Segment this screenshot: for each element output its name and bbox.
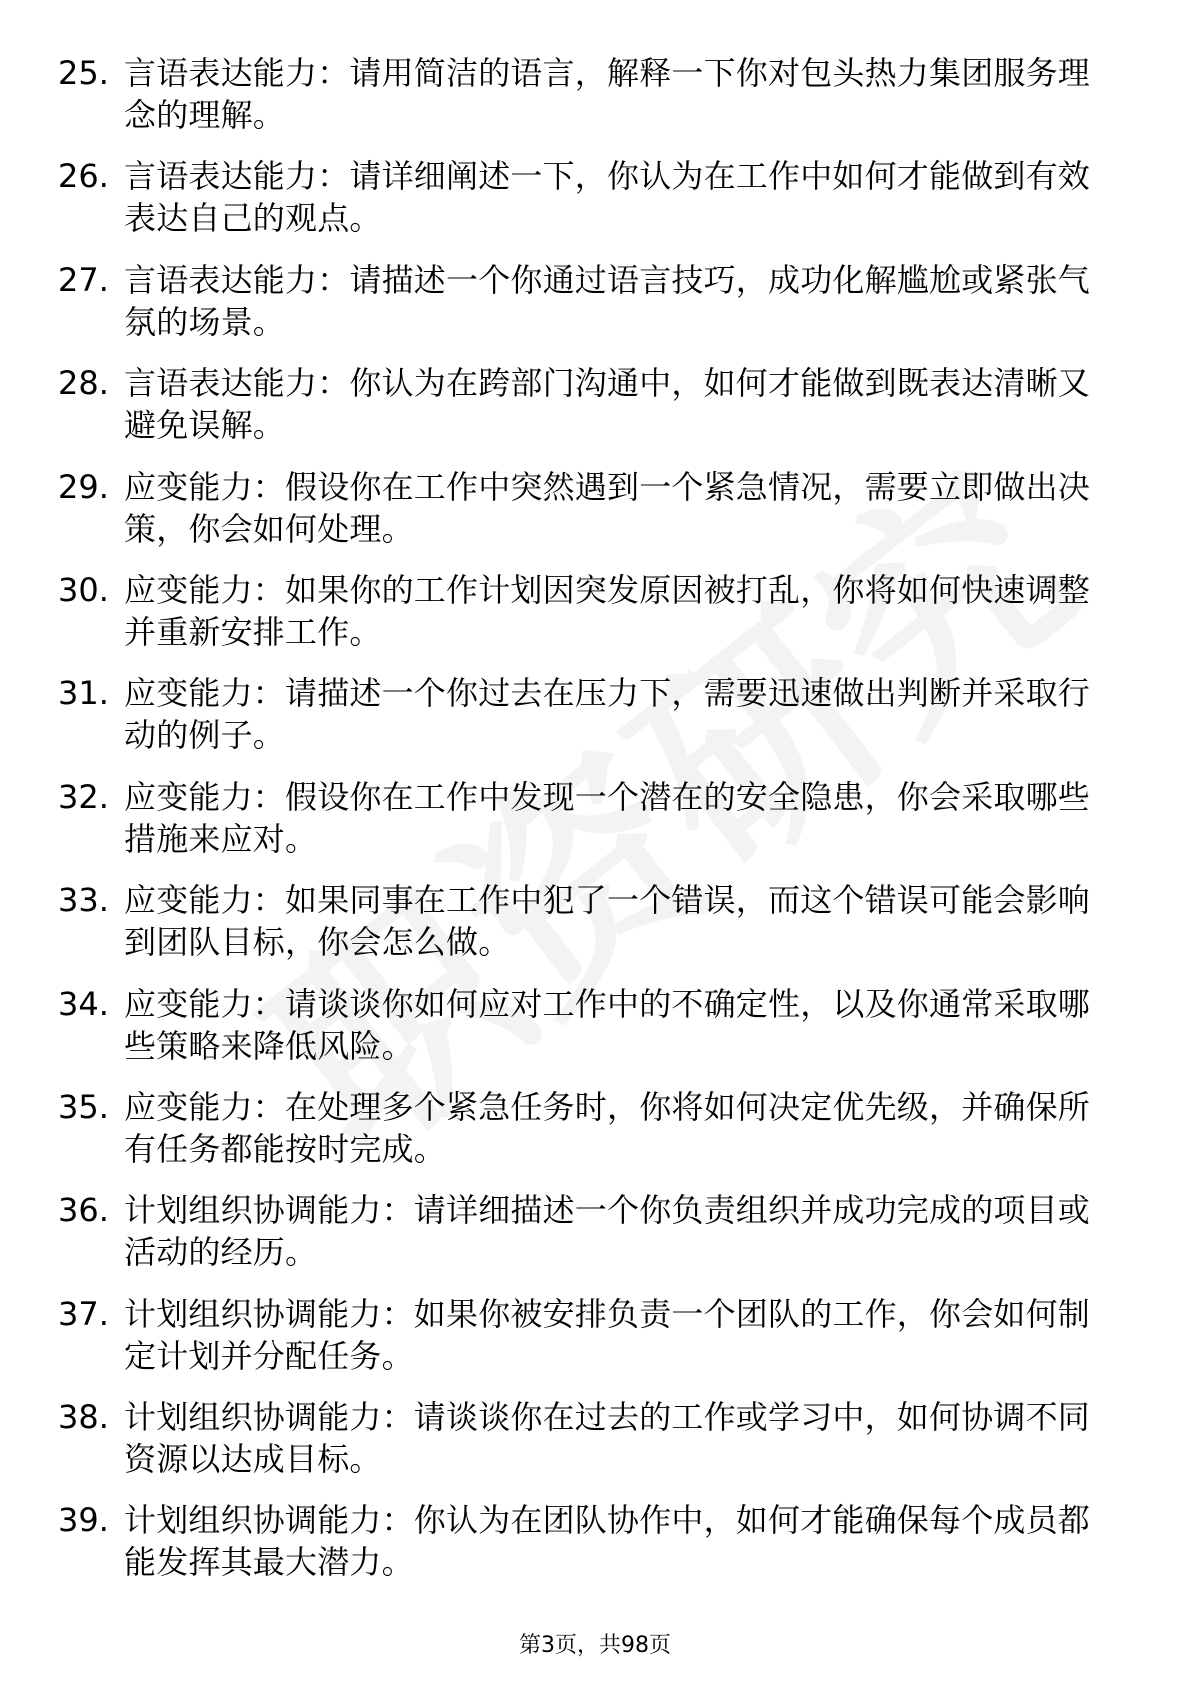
question-text: 言语表达能力：请用简洁的语言，解释一下你对包头热力集团服务理念的理解。 <box>124 54 1091 134</box>
question-item <box>58 1189 1098 1292</box>
question-number: 32. <box>58 777 109 816</box>
question-number: 27. <box>58 260 109 299</box>
question-item <box>58 879 1098 982</box>
question-text: 应变能力：如果同事在工作中犯了一个错误，而这个错误可能会影响到团队目标，你会怎么做。 <box>124 881 1091 962</box>
question-item <box>58 1293 1098 1396</box>
question-number: 33. <box>58 881 109 920</box>
question-item <box>58 1086 1098 1189</box>
question-number: 25. <box>58 54 109 92</box>
question-item <box>58 1396 1098 1499</box>
question-text: 计划组织协调能力：请详细描述一个你负责组织并成功完成的项目或活动的经历。 <box>124 1191 1091 1272</box>
question-list <box>58 52 1098 1603</box>
question-number: 38. <box>58 1398 109 1437</box>
question-number: 36. <box>58 1191 109 1230</box>
question-number: 31. <box>58 674 109 713</box>
page-number-footer: 第3页，共98页 <box>519 1633 671 1658</box>
question-item <box>58 155 1098 258</box>
question-text: 计划组织协调能力：如果你被安排负责一个团队的工作，你会如何制定计划并分配任务。 <box>124 1294 1091 1375</box>
question-text: 应变能力：在处理多个紧急任务时，你将如何决定优先级，并确保所有任务都能按时完成。 <box>124 1087 1091 1168</box>
question-number: 26. <box>58 157 109 196</box>
question-text: 计划组织协调能力：请谈谈你在过去的工作或学习中，如何协调不同资源以达成目标。 <box>124 1398 1091 1479</box>
question-text: 应变能力：请谈谈你如何应对工作中的不确定性，以及你通常采取哪些策略来降低风险。 <box>124 984 1091 1065</box>
question-item <box>58 1499 1098 1602</box>
question-text: 计划组织协调能力：你认为在团队协作中，如何才能确保每个成员都能发挥其最大潜力。 <box>124 1501 1091 1582</box>
question-item <box>58 362 1098 465</box>
question-number: 28. <box>58 364 109 403</box>
question-item <box>58 466 1098 569</box>
question-text: 应变能力：如果你的工作计划因突发原因被打乱，你将如何快速调整并重新安排工作。 <box>124 570 1091 651</box>
question-item <box>58 672 1098 775</box>
question-text: 应变能力：假设你在工作中突然遇到一个紧急情况，需要立即做出决策，你会如何处理。 <box>124 467 1091 548</box>
question-number: 34. <box>58 984 109 1023</box>
question-item <box>58 983 1098 1086</box>
question-number: 37. <box>58 1294 109 1333</box>
question-item <box>58 52 1098 155</box>
question-text: 言语表达能力：请详细阐述一下，你认为在工作中如何才能做到有效表达自己的观点。 <box>124 157 1091 238</box>
question-text: 言语表达能力：你认为在跨部门沟通中，如何才能做到既表达清晰又避免误解。 <box>124 364 1091 445</box>
question-item <box>58 259 1098 362</box>
question-text: 应变能力：请描述一个你过去在压力下，需要迅速做出判断并采取行动的例子。 <box>124 674 1091 755</box>
question-item <box>58 569 1098 672</box>
question-number: 35. <box>58 1087 109 1126</box>
question-text: 言语表达能力：请描述一个你通过语言技巧，成功化解尴尬或紧张气氛的场景。 <box>124 260 1091 341</box>
question-number: 29. <box>58 467 109 506</box>
question-text: 应变能力：假设你在工作中发现一个潜在的安全隐患，你会采取哪些措施来应对。 <box>124 777 1091 858</box>
question-item <box>58 776 1098 879</box>
question-number: 30. <box>58 570 109 609</box>
question-number: 39. <box>58 1501 109 1540</box>
